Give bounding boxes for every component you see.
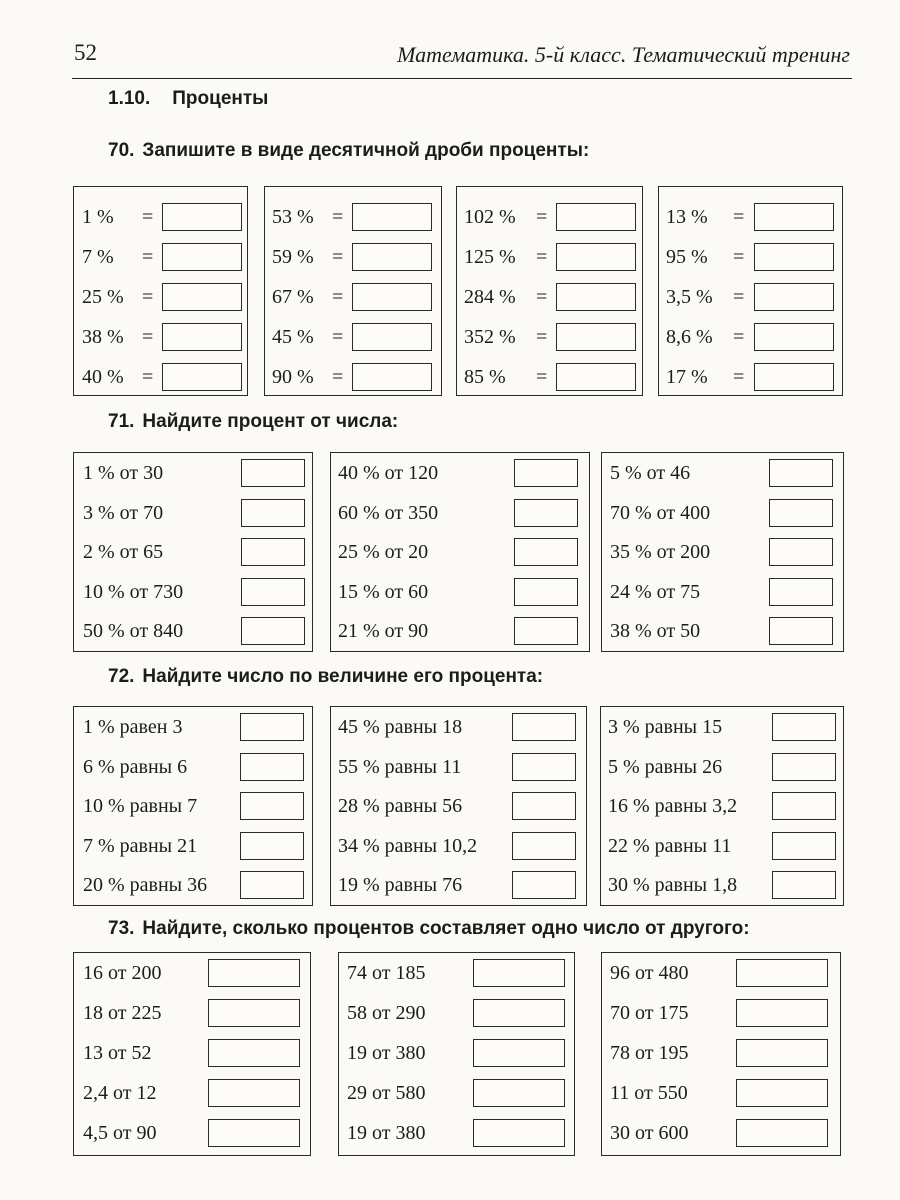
exercise-label: 90 %: [272, 366, 314, 388]
exercise-label: 78 от 195: [610, 1042, 689, 1064]
exercise-row: [457, 283, 642, 313]
exercise-row: [602, 1119, 840, 1149]
exercise-label: 19 от 380: [347, 1042, 426, 1064]
exercise-box: [330, 452, 590, 652]
answer-box[interactable]: [514, 617, 578, 645]
exercise-box: [601, 952, 841, 1156]
exercise-label: 28 % равны 56: [338, 795, 463, 817]
exercise-row: [331, 792, 586, 822]
answer-box[interactable]: [514, 538, 578, 566]
exercise-row: [339, 1119, 574, 1149]
task-number: 73.: [108, 918, 135, 939]
equals-sign: =: [733, 286, 745, 308]
exercise-label: 7 %: [82, 246, 114, 268]
exercise-row: [265, 363, 441, 393]
exercise-row: [339, 999, 574, 1029]
exercise-label: 5 % от 46: [610, 462, 691, 484]
answer-box[interactable]: [473, 959, 565, 987]
exercise-row: [331, 538, 589, 568]
exercise-label: 45 %: [272, 326, 314, 348]
task-number: 72.: [108, 666, 135, 687]
exercise-label: 3 % равны 15: [608, 716, 723, 738]
equals-sign: =: [142, 246, 154, 268]
exercise-label: 8,6 %: [666, 326, 713, 348]
answer-box[interactable]: [241, 617, 305, 645]
exercise-row: [602, 999, 840, 1029]
exercise-row: [74, 283, 247, 313]
exercise-row: [339, 959, 574, 989]
exercise-label: 35 % от 200: [610, 541, 711, 563]
exercise-row: [74, 832, 312, 862]
exercise-label: 67 %: [272, 286, 314, 308]
exercise-row: [74, 538, 312, 568]
exercise-label: 40 % от 120: [338, 462, 439, 484]
exercise-row: [265, 243, 441, 273]
equals-sign: =: [733, 206, 745, 228]
exercise-row: [659, 363, 842, 393]
exercise-row: [74, 792, 312, 822]
exercise-row: [602, 617, 843, 647]
answer-box[interactable]: [514, 578, 578, 606]
exercise-box: [73, 706, 313, 906]
section-name: Проценты: [172, 88, 269, 109]
answer-box[interactable]: [556, 203, 636, 231]
exercise-row: [74, 871, 312, 901]
exercise-label: 40 %: [82, 366, 124, 388]
task-71-title: [108, 411, 398, 433]
answer-box[interactable]: [162, 243, 242, 271]
equals-sign: =: [332, 286, 344, 308]
answer-box[interactable]: [736, 1079, 828, 1107]
answer-box[interactable]: [240, 713, 304, 741]
exercise-label: 1 %: [82, 206, 114, 228]
exercise-label: 13 %: [666, 206, 708, 228]
exercise-label: 1 % равен 3: [83, 716, 183, 738]
answer-box[interactable]: [162, 323, 242, 351]
exercise-label: 6 % равны 6: [83, 755, 188, 778]
answer-box[interactable]: [240, 753, 304, 781]
exercise-row: [331, 713, 586, 743]
task-72-title: [108, 666, 543, 688]
equals-sign: =: [142, 366, 154, 388]
task-70-title: [108, 140, 589, 162]
exercise-label: 25 % от 20: [338, 541, 429, 563]
exercise-label: 7 % равны 21: [83, 834, 198, 857]
exercise-label: 58 от 290: [347, 1002, 426, 1024]
answer-box[interactable]: [473, 1119, 565, 1147]
equals-sign: =: [332, 246, 344, 268]
answer-box[interactable]: [512, 871, 576, 899]
exercise-label: 352 %: [464, 326, 516, 348]
answer-box[interactable]: [512, 792, 576, 820]
answer-box[interactable]: [754, 283, 834, 311]
exercise-label: 29 от 580: [347, 1082, 426, 1104]
answer-box[interactable]: [240, 792, 304, 820]
exercise-row: [74, 617, 312, 647]
answer-box[interactable]: [772, 832, 836, 860]
exercise-row: [331, 871, 586, 901]
answer-box[interactable]: [208, 1039, 300, 1067]
answer-box[interactable]: [514, 499, 578, 527]
answer-box[interactable]: [352, 323, 432, 351]
exercise-label: 59 %: [272, 246, 314, 268]
exercise-row: [601, 753, 843, 783]
answer-box[interactable]: [352, 203, 432, 231]
exercise-row: [331, 578, 589, 608]
running-title: Математика. 5-й класс. Тематический тренинг: [397, 42, 850, 67]
exercise-label: 38 %: [82, 326, 124, 348]
exercise-row: [74, 203, 247, 233]
task-instruction: Найдите, сколько процентов составляет одно число от другого:: [142, 918, 750, 939]
exercise-label: 30 % равны 1,8: [608, 874, 738, 896]
exercise-row: [265, 283, 441, 313]
exercise-box: [338, 952, 575, 1156]
exercise-label: 95 %: [666, 246, 708, 268]
exercise-row: [265, 203, 441, 233]
equals-sign: =: [142, 206, 154, 228]
answer-box[interactable]: [208, 999, 300, 1027]
exercise-label: 30 от 600: [610, 1122, 689, 1144]
exercise-row: [74, 578, 312, 608]
answer-box[interactable]: [769, 499, 833, 527]
exercise-box: [73, 186, 248, 396]
equals-sign: =: [142, 286, 154, 308]
answer-box[interactable]: [162, 203, 242, 231]
page-header: [72, 38, 852, 79]
exercise-box: [264, 186, 442, 396]
task-instruction: Найдите процент от числа:: [142, 411, 399, 432]
exercise-label: 10 % от 730: [83, 580, 184, 603]
equals-sign: =: [733, 326, 745, 348]
exercise-row: [74, 459, 312, 489]
exercise-row: [265, 323, 441, 353]
answer-box[interactable]: [772, 792, 836, 820]
exercise-row: [74, 753, 312, 783]
exercise-row: [74, 1119, 310, 1149]
exercise-row: [74, 243, 247, 273]
exercise-label: 15 % от 60: [338, 580, 429, 603]
equals-sign: =: [332, 366, 344, 388]
exercise-label: 24 % от 75: [610, 580, 701, 603]
exercise-row: [331, 753, 586, 783]
task-number: 71.: [108, 411, 135, 432]
exercise-label: 284 %: [464, 286, 516, 308]
exercise-label: 16 % равны 3,2: [608, 795, 738, 817]
equals-sign: =: [536, 246, 548, 268]
exercise-label: 19 от 380: [347, 1122, 426, 1144]
equals-sign: =: [142, 326, 154, 348]
answer-box[interactable]: [736, 1039, 828, 1067]
exercise-label: 85 %: [464, 366, 506, 388]
exercise-row: [602, 459, 843, 489]
exercise-label: 53 %: [272, 206, 314, 228]
answer-box[interactable]: [352, 243, 432, 271]
answer-box[interactable]: [208, 1079, 300, 1107]
exercise-row: [659, 323, 842, 353]
exercise-box: [330, 706, 587, 906]
equals-sign: =: [536, 206, 548, 228]
answer-box[interactable]: [514, 459, 578, 487]
answer-box[interactable]: [241, 538, 305, 566]
exercise-row: [74, 499, 312, 529]
exercise-label: 13 от 52: [83, 1042, 152, 1064]
task-instruction: Запишите в виде десятичной дроби проценты:: [142, 140, 590, 161]
exercise-row: [602, 1039, 840, 1069]
exercise-row: [74, 999, 310, 1029]
exercise-row: [601, 832, 843, 862]
exercise-row: [659, 203, 842, 233]
exercise-label: 45 % равны 18: [338, 716, 463, 738]
exercise-label: 21 % от 90: [338, 620, 429, 642]
exercise-row: [457, 363, 642, 393]
exercise-row: [331, 499, 589, 529]
answer-box[interactable]: [512, 832, 576, 860]
answer-box[interactable]: [162, 283, 242, 311]
equals-sign: =: [536, 366, 548, 388]
exercise-box: [658, 186, 843, 396]
exercise-label: 102 %: [464, 206, 516, 228]
exercise-row: [74, 1039, 310, 1069]
exercise-box: [600, 706, 844, 906]
section-title: [108, 88, 268, 110]
equals-sign: =: [733, 246, 745, 268]
equals-sign: =: [332, 206, 344, 228]
answer-box[interactable]: [240, 871, 304, 899]
answer-box[interactable]: [556, 283, 636, 311]
equals-sign: =: [733, 366, 745, 388]
exercise-label: 70 от 175: [610, 1002, 689, 1024]
answer-box[interactable]: [352, 363, 432, 391]
task-instruction: Найдите число по величине его процента:: [142, 666, 544, 687]
answer-box[interactable]: [772, 871, 836, 899]
answer-box[interactable]: [736, 959, 828, 987]
exercise-label: 22 % равны 11: [608, 834, 732, 857]
exercise-row: [339, 1039, 574, 1069]
answer-box[interactable]: [241, 578, 305, 606]
answer-box[interactable]: [556, 323, 636, 351]
exercise-label: 34 % равны 10,2: [338, 834, 478, 857]
exercise-label: 19 % равны 76: [338, 874, 463, 896]
answer-box[interactable]: [736, 999, 828, 1027]
exercise-row: [602, 499, 843, 529]
exercise-row: [331, 617, 589, 647]
answer-box[interactable]: [512, 713, 576, 741]
exercise-row: [602, 538, 843, 568]
exercise-box: [456, 186, 643, 396]
answer-box[interactable]: [769, 617, 833, 645]
exercise-row: [457, 243, 642, 273]
answer-box[interactable]: [512, 753, 576, 781]
exercise-row: [659, 283, 842, 313]
answer-box[interactable]: [352, 283, 432, 311]
answer-box[interactable]: [736, 1119, 828, 1147]
exercise-label: 3 % от 70: [83, 501, 164, 524]
exercise-label: 5 % равны 26: [608, 755, 723, 778]
exercise-label: 60 % от 350: [338, 501, 439, 524]
answer-box[interactable]: [754, 363, 834, 391]
exercise-row: [601, 871, 843, 901]
answer-box[interactable]: [473, 999, 565, 1027]
exercise-box: [601, 452, 844, 652]
exercise-row: [331, 832, 586, 862]
exercise-label: 38 % от 50: [610, 620, 701, 642]
exercise-label: 50 % от 840: [83, 620, 184, 642]
exercise-label: 74 от 185: [347, 962, 426, 984]
answer-box[interactable]: [473, 1079, 565, 1107]
equals-sign: =: [332, 326, 344, 348]
exercise-row: [74, 1079, 310, 1109]
exercise-label: 11 от 550: [610, 1082, 688, 1104]
answer-box[interactable]: [162, 363, 242, 391]
exercise-label: 96 от 480: [610, 962, 689, 984]
exercise-label: 10 % равны 7: [83, 795, 198, 817]
exercise-row: [331, 459, 589, 489]
equals-sign: =: [536, 286, 548, 308]
answer-box[interactable]: [240, 832, 304, 860]
exercise-label: 18 от 225: [83, 1002, 162, 1024]
answer-box[interactable]: [769, 459, 833, 487]
exercise-label: 1 % от 30: [83, 462, 164, 484]
exercise-label: 2 % от 65: [83, 541, 164, 563]
exercise-label: 20 % равны 36: [83, 874, 208, 896]
exercise-row: [457, 203, 642, 233]
answer-box[interactable]: [754, 203, 834, 231]
task-number: 70.: [108, 140, 135, 161]
answer-box[interactable]: [556, 363, 636, 391]
exercise-label: 125 %: [464, 246, 516, 268]
answer-box[interactable]: [754, 243, 834, 271]
answer-box[interactable]: [556, 243, 636, 271]
exercise-box: [73, 952, 311, 1156]
answer-box[interactable]: [473, 1039, 565, 1067]
exercise-box: [73, 452, 313, 652]
exercise-row: [74, 713, 312, 743]
exercise-label: 4,5 от 90: [83, 1122, 157, 1144]
exercise-row: [601, 713, 843, 743]
exercise-row: [601, 792, 843, 822]
exercise-row: [74, 959, 310, 989]
equals-sign: =: [536, 326, 548, 348]
answer-box[interactable]: [208, 959, 300, 987]
exercise-label: 16 от 200: [83, 962, 162, 984]
answer-box[interactable]: [754, 323, 834, 351]
answer-box[interactable]: [769, 578, 833, 606]
answer-box[interactable]: [241, 499, 305, 527]
exercise-row: [74, 323, 247, 353]
exercise-row: [339, 1079, 574, 1109]
answer-box[interactable]: [772, 753, 836, 781]
exercise-label: 17 %: [666, 366, 708, 388]
exercise-row: [659, 243, 842, 273]
exercise-label: 70 % от 400: [610, 501, 711, 524]
exercise-label: 2,4 от 12: [83, 1082, 157, 1104]
exercise-row: [602, 1079, 840, 1109]
exercise-label: 3,5 %: [666, 286, 713, 308]
answer-box[interactable]: [772, 713, 836, 741]
exercise-row: [602, 578, 843, 608]
answer-box[interactable]: [769, 538, 833, 566]
section-number: 1.10.: [108, 88, 151, 109]
page-number: 52: [74, 40, 97, 65]
exercise-row: [602, 959, 840, 989]
exercise-label: 25 %: [82, 286, 124, 308]
answer-box[interactable]: [208, 1119, 300, 1147]
exercise-row: [74, 363, 247, 393]
exercise-row: [457, 323, 642, 353]
task-73-title: [108, 918, 750, 940]
answer-box[interactable]: [241, 459, 305, 487]
exercise-label: 55 % равны 11: [338, 755, 462, 778]
